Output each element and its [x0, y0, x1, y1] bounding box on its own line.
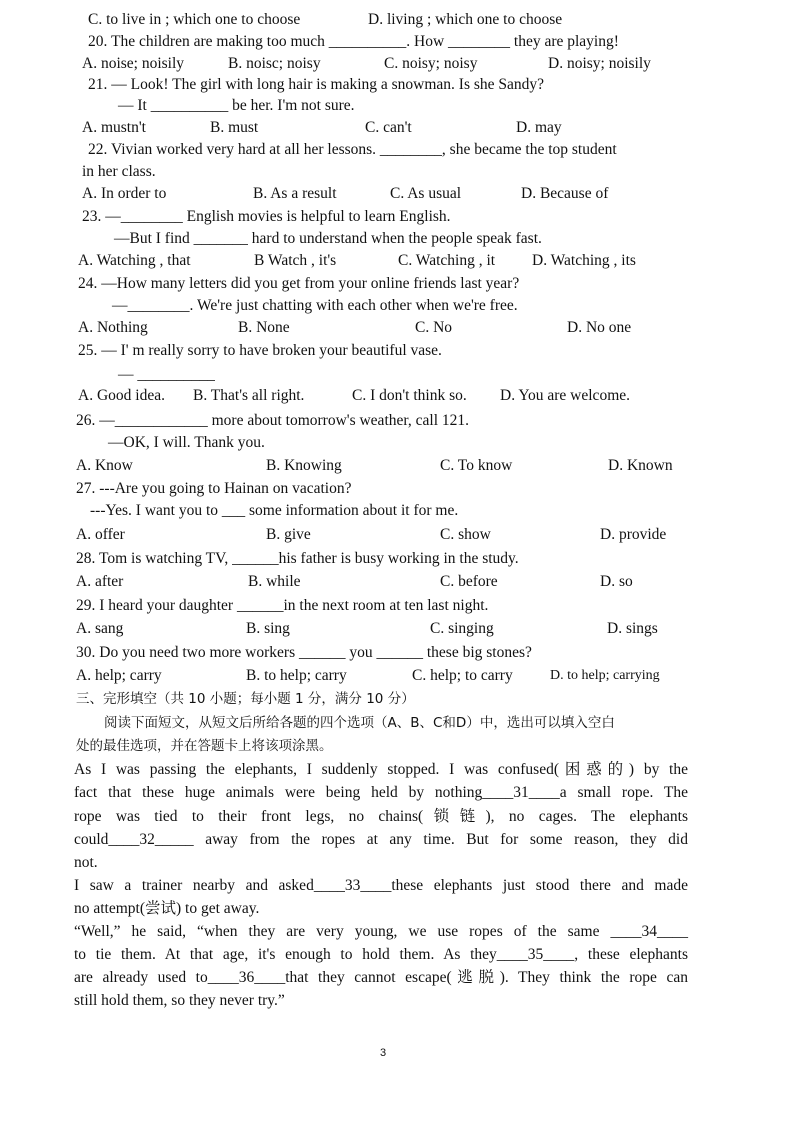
- q21-stem: 21. — Look! The girl with long hair is making a snowman. Is she Sandy?: [88, 76, 545, 93]
- q27-reply: ---Yes. I want you to ___ some information about it for me.: [90, 502, 459, 519]
- q23-option-c: C. Watching , it: [398, 252, 496, 269]
- q23-option-b: B Watch , it's: [254, 252, 337, 269]
- q22-stem: 22. Vivian worked very hard at all her lessons. ________, she became the top student: [88, 141, 617, 158]
- q23-stem: 23. —________ English movies is helpful to learn English.: [82, 208, 451, 225]
- q19-option-d: D. living ; which one to choose: [368, 11, 563, 28]
- q27-option-a: A. offer: [76, 526, 125, 543]
- q22-option-d: D. Because of: [521, 185, 609, 202]
- q28-option-d: D. so: [600, 573, 633, 590]
- q28-option-a: A. after: [76, 573, 124, 590]
- q25-option-c: C. I don't think so.: [352, 387, 467, 404]
- q30-option-d: D. to help; carrying: [550, 668, 660, 683]
- section-instructions: 阅读下面短文，从短文后所给各题的四个选项（A、B、C和D）中，选出可以填入空白: [104, 715, 615, 731]
- section-instructions-cont: 处的最佳选项，并在答题卡上将该项涂黑。: [76, 738, 333, 754]
- q30-option-c: C. help; to carry: [412, 667, 513, 684]
- q28-option-c: C. before: [440, 573, 498, 590]
- q30-option-a: A. help; carry: [76, 667, 162, 684]
- passage-line: no attempt(尝试) to get away.: [74, 900, 260, 917]
- q20-option-c: C. noisy; noisy: [384, 55, 478, 72]
- q26-option-d: D. Known: [608, 457, 673, 474]
- q30-option-b: B. to help; carry: [246, 667, 347, 684]
- q21-option-a: A. mustn't: [82, 119, 146, 136]
- q27-option-d: D. provide: [600, 526, 667, 543]
- q28-option-b: B. while: [248, 573, 301, 590]
- q27-option-b: B. give: [266, 526, 311, 543]
- q25-stem: 25. — I' m really sorry to have broken your beautiful vase.: [78, 342, 442, 359]
- q27-option-c: C. show: [440, 526, 491, 543]
- q29-option-a: A. sang: [76, 620, 124, 637]
- q21-option-c: C. can't: [365, 119, 412, 136]
- passage-line: fact that these huge animals were being held by nothing____31____a small rope. The: [74, 784, 688, 801]
- q21-option-d: D. may: [516, 119, 562, 136]
- q20-option-d: D. noisy; noisily: [548, 55, 651, 72]
- q29-stem: 29. I heard your daughter ______in the next room at ten last night.: [76, 597, 489, 614]
- q25-option-b: B. That's all right.: [193, 387, 305, 404]
- q24-stem: 24. —How many letters did you get from your online friends last year?: [78, 275, 520, 292]
- q29-option-c: C. singing: [430, 620, 494, 637]
- q27-stem: 27. ---Are you going to Hainan on vacation?: [76, 480, 352, 497]
- q26-option-c: C. To know: [440, 457, 513, 474]
- q23-option-d: D. Watching , its: [532, 252, 636, 269]
- q20-option-a: A. noise; noisily: [82, 55, 185, 72]
- q29-option-b: B. sing: [246, 620, 290, 637]
- q25-option-a: A. Good idea.: [78, 387, 165, 404]
- q23-reply: —But I find _______ hard to understand when the people speak fast.: [114, 230, 542, 247]
- q21-reply: — It __________ be her. I'm not sure.: [118, 97, 355, 114]
- q26-option-b: B. Knowing: [266, 457, 342, 474]
- q24-reply: —________. We're just chatting with each other when we're free.: [112, 297, 518, 314]
- q23-option-a: A. Watching , that: [78, 252, 191, 269]
- passage-line: As I was passing the elephants, I suddenly stopped. I was confused(困惑的) by the: [74, 761, 688, 778]
- q25-reply: — __________: [118, 366, 215, 383]
- q26-option-a: A. Know: [76, 457, 133, 474]
- q25-option-d: D. You are welcome.: [500, 387, 631, 404]
- passage-line: rope was tied to their front legs, no chains(锁链), no cages. The elephants: [74, 808, 688, 825]
- passage-line: are already used to____36____that they cannot escape(逃脱). They think the rope can: [74, 969, 688, 986]
- passage-line: “Well,” he said, “when they are very young, we use ropes of the same ____34____: [74, 923, 688, 940]
- passage-line: I saw a trainer nearby and asked____33____these elephants just stood there and made: [74, 877, 688, 894]
- passage-line: not.: [74, 854, 98, 871]
- q22-stem-cont: in her class.: [82, 163, 156, 180]
- q30-stem: 30. Do you need two more workers ______ you ______ these big stones?: [76, 644, 532, 661]
- q22-option-c: C. As usual: [390, 185, 462, 202]
- q29-option-d: D. sings: [607, 620, 658, 637]
- q19-option-c: C. to live in ; which one to choose: [88, 11, 301, 28]
- q22-option-a: A. In order to: [82, 185, 167, 202]
- passage-line: still hold them, so they never try.”: [74, 992, 285, 1009]
- passage-line: could____32_____ away from the ropes at any time. But for some reason, they did: [74, 831, 688, 848]
- q28-stem: 28. Tom is watching TV, ______his father is busy working in the study.: [76, 550, 519, 567]
- q26-reply: —OK, I will. Thank you.: [108, 434, 265, 451]
- q24-option-d: D. No one: [567, 319, 632, 336]
- passage-line: to tie them. At that age, it's enough to hold them. As they____35____, these elephants: [74, 946, 688, 963]
- q22-option-b: B. As a result: [253, 185, 337, 202]
- q24-option-c: C. No: [415, 319, 453, 336]
- q24-option-a: A. Nothing: [78, 319, 148, 336]
- q20-option-b: B. noisc; noisy: [228, 55, 321, 72]
- page-number: 3: [380, 1047, 387, 1059]
- q26-stem: 26. —____________ more about tomorrow's weather, call 121.: [76, 412, 470, 429]
- q20-stem: 20. The children are making too much __________. How ________ they are playing!: [88, 33, 619, 50]
- q24-option-b: B. None: [238, 319, 290, 336]
- section-heading: 三、完形填空（共 10 小题；每小题 1 分，满分 10 分）: [76, 691, 415, 707]
- q21-option-b: B. must: [210, 119, 259, 136]
